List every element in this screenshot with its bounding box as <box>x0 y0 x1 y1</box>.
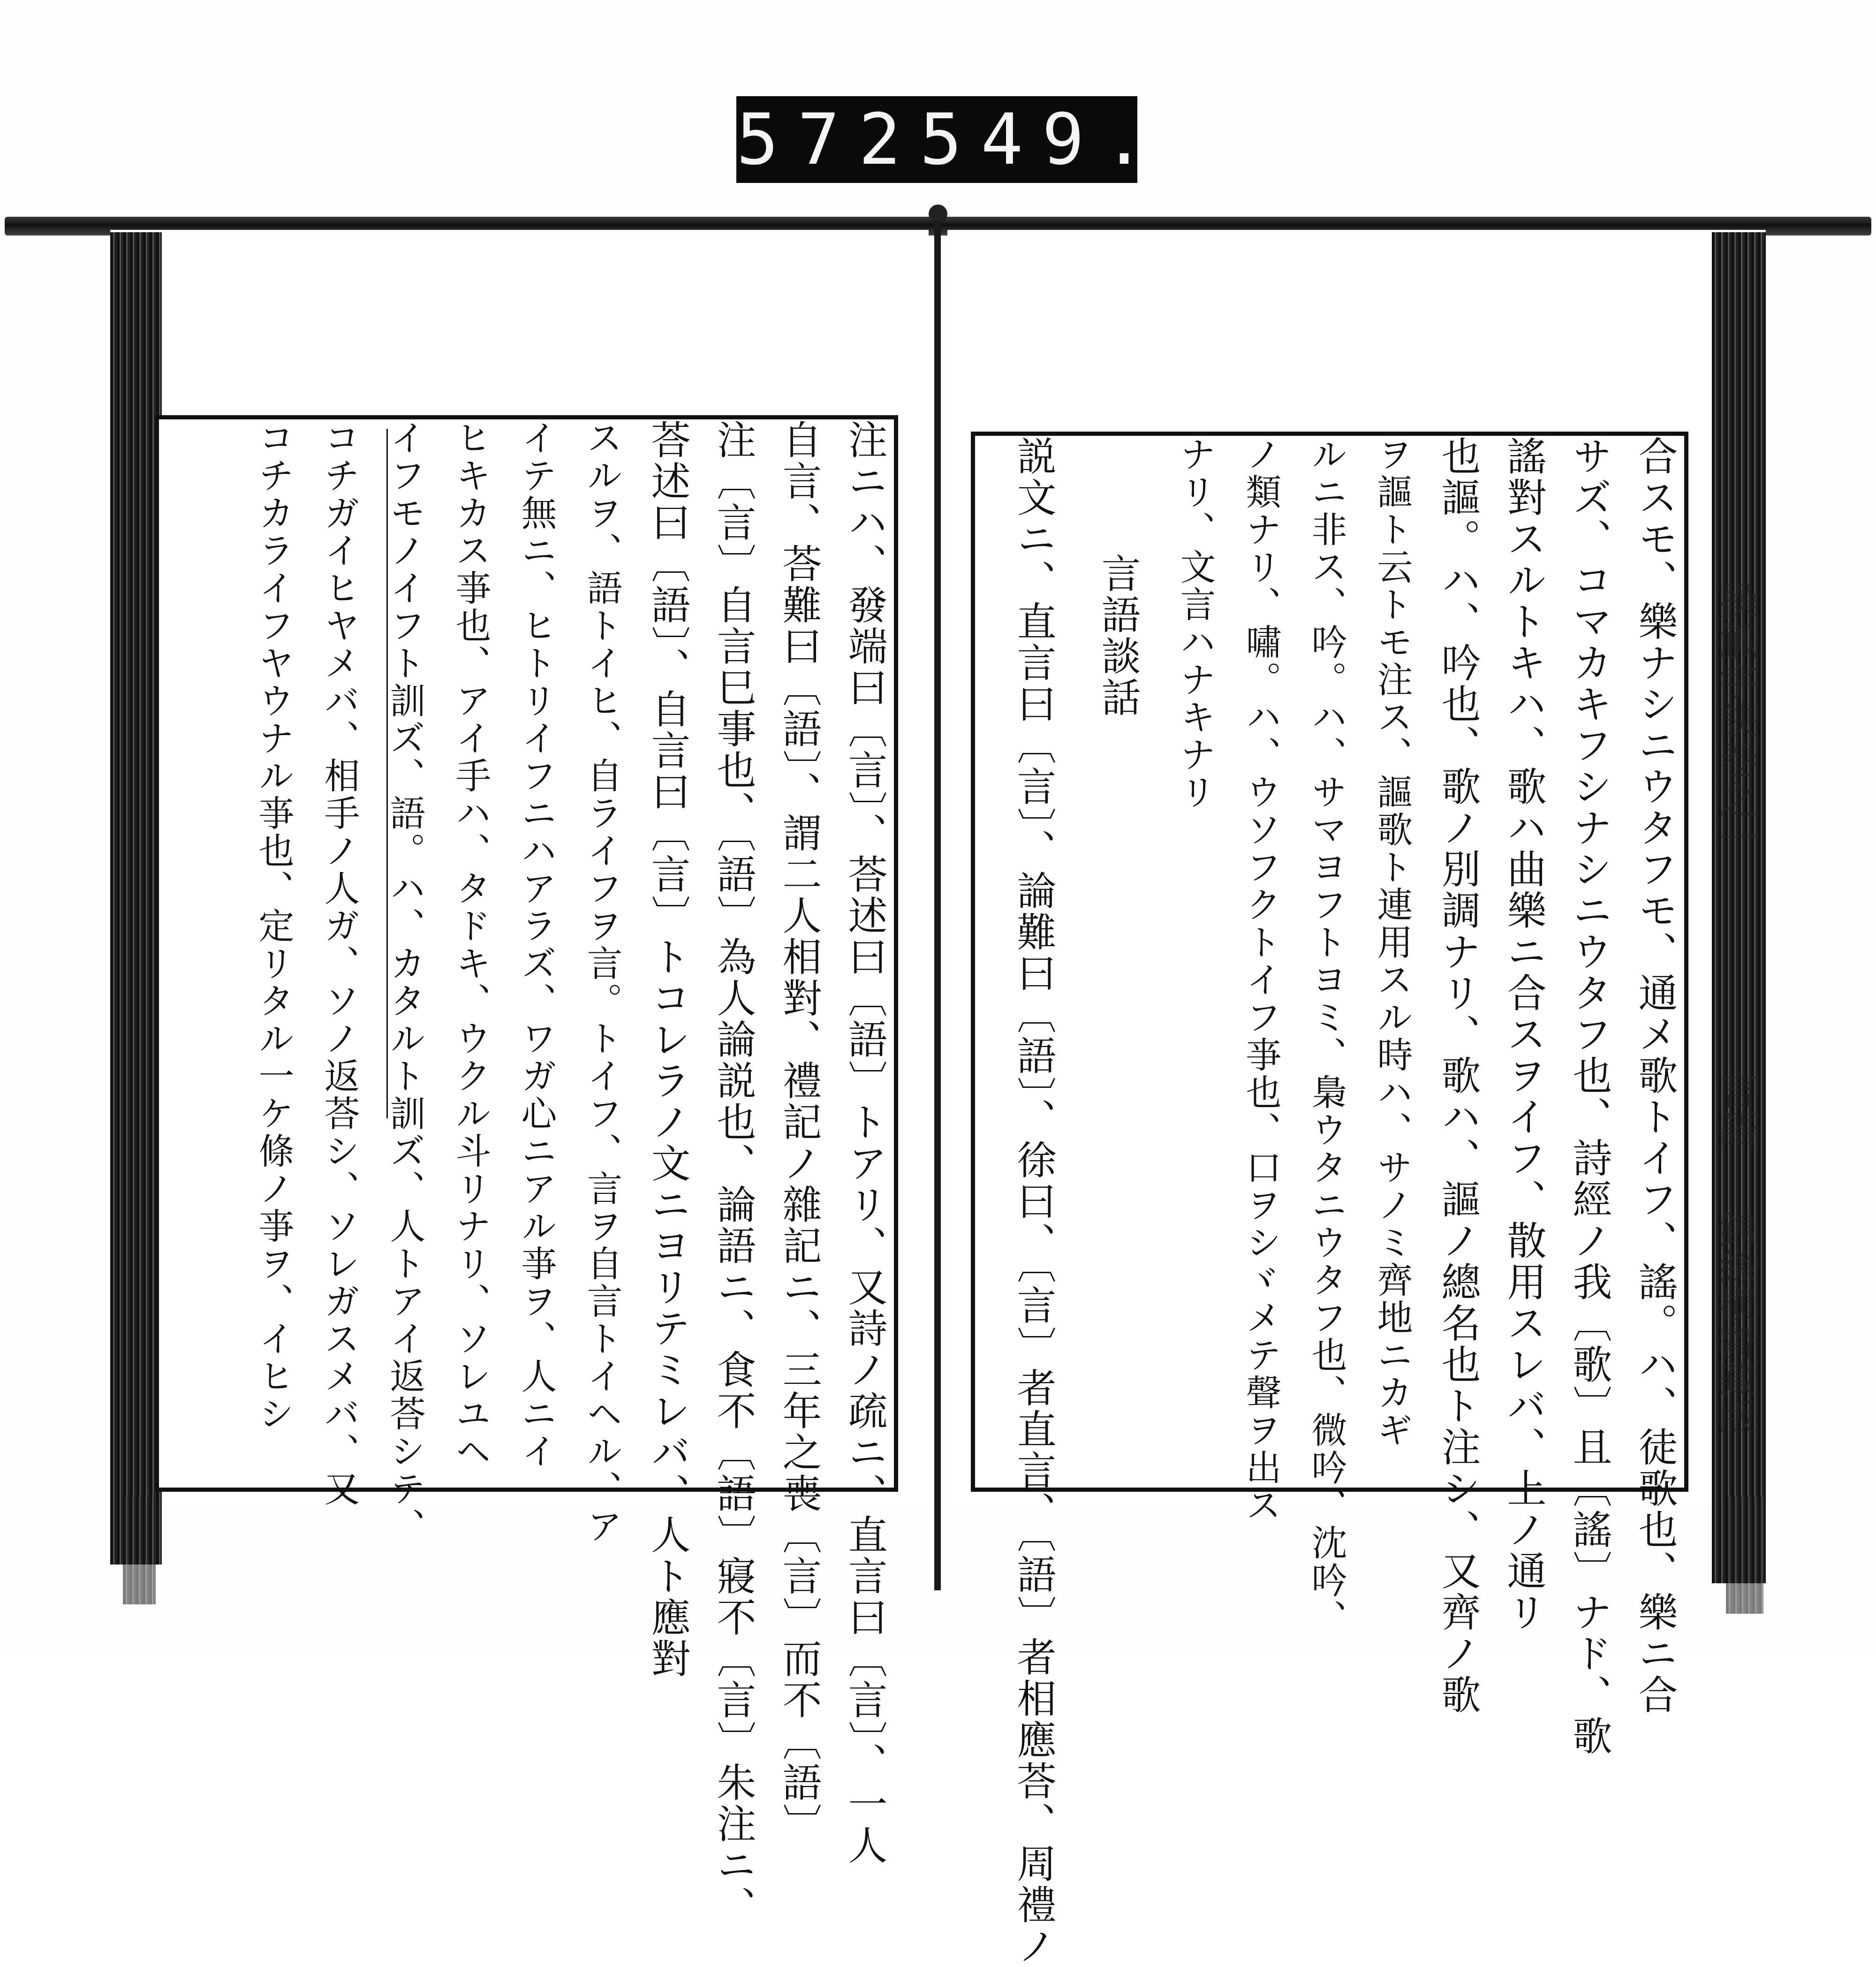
left-column-8: イフモノイフト訓ズ、語。ハ、カタルト訓ズ、人トアイ返荅シテ、 <box>384 419 426 1545</box>
left-column-2: 自言、荅難曰〔語〕、謂二人相對、禮記ノ雜記ニ、三年之喪〔言〕而不〔語〕 <box>776 419 822 1845</box>
left-page-edge <box>110 232 162 1564</box>
catalog-number-b: 549. <box>919 99 1165 181</box>
right-column-5: ヲ謳ト云トモ注ス、謳歌ト連用スル時ハ、サノミ齊地ニカギ <box>1371 436 1413 1449</box>
left-column-9: コチガイヒヤメバ、相手ノ人ガ、ソノ返荅シ、ソレガスメバ、又 <box>318 419 360 1508</box>
right-column-3: 謠對スルトキハ、歌ハ曲樂ニ合スヲイフ、散用スレバ、上ノ通リ <box>1501 436 1547 1633</box>
left-column-6: イテ無ニ、ヒトリイフニハアラズ、ワガ心ニアル亊ヲ、人ニイ <box>515 419 557 1470</box>
right-column-1: 合スモ、樂ナシニウタフモ、通メ歌トイフ、謠。ハ、徒歌也、樂ニ合 <box>1632 436 1678 1716</box>
left-column-3: 注〔言〕自言巳事也、〔語〕為人論説也、論語ニ、食不〔語〕寢不〔言〕朱注ニ、 <box>711 419 756 1927</box>
left-column-7: ヒキカス亊也、アイ手ハ、タドキ、ウクル斗リナリ、ソレユヘ <box>450 419 492 1470</box>
right-column-10: 説文ニ、直言曰〔言〕、論難曰〔語〕、徐曰、〔言〕者直言、〔語〕者相應荅、周禮ノ <box>1011 436 1057 1967</box>
right-column-6: ルニ非ス、吟。ハ、サマヨフトヨミ、梟ウタニウタフ也、微吟、沈吟、 <box>1306 436 1347 1637</box>
right-page-edge-bottom <box>1726 1496 1763 1614</box>
catalog-number-label <box>736 96 1165 183</box>
left-page-edge-bottom <box>123 1496 156 1604</box>
left-column-5: スルヲ、語トイヒ、自ライフヲ言。トイフ、言ヲ自言トイヘル、ア <box>581 419 623 1545</box>
left-column-10: コチカライフヤウナル亊也、定リタル一ケ條ノ亊ヲ、イヒシ <box>253 419 295 1433</box>
right-text-frame <box>971 432 1688 1967</box>
right-column-2: サズ、コマカキフシナシニウタフ也、詩經ノ我〔歌〕且〔謠〕ナド、歌 <box>1566 436 1612 1757</box>
right-hashira-section: 言語 <box>1712 1070 1758 1148</box>
left-column-4: 荅述曰〔語〕、自言曰〔言〕トコレラノ文ニヨリテミレバ、人ト應對 <box>645 419 691 1679</box>
right-column-4: 也謳。ハ、吟也、歌ノ別調ナリ、歌ハ、謳ノ總名也ト注シ、又齊ノ歌 <box>1435 436 1481 1716</box>
right-column-8: ナリ、文言ハナキナリ <box>1174 436 1216 811</box>
catalog-number-a: 572 <box>736 99 920 181</box>
right-column-7: ノ類ナリ、嘯。ハ、ウソフクトイフ亊也、口ヲシヾメテ聲ヲ出ス <box>1240 436 1282 1524</box>
right-hashira-title: 操觚字訣卷之一 <box>1712 582 1758 858</box>
left-column-1: 注ニハ、發端曰〔言〕、荅述曰〔語〕トアリ、又詩ノ疏ニ、直言曰〔言〕、一人 <box>842 419 888 1866</box>
right-collection-mark: 錦絲横齋藏版 <box>1712 1210 1756 1435</box>
book-spine <box>934 220 941 1590</box>
right-section-heading: 言語談話 <box>1095 553 1141 718</box>
left-text-frame <box>155 415 898 1927</box>
